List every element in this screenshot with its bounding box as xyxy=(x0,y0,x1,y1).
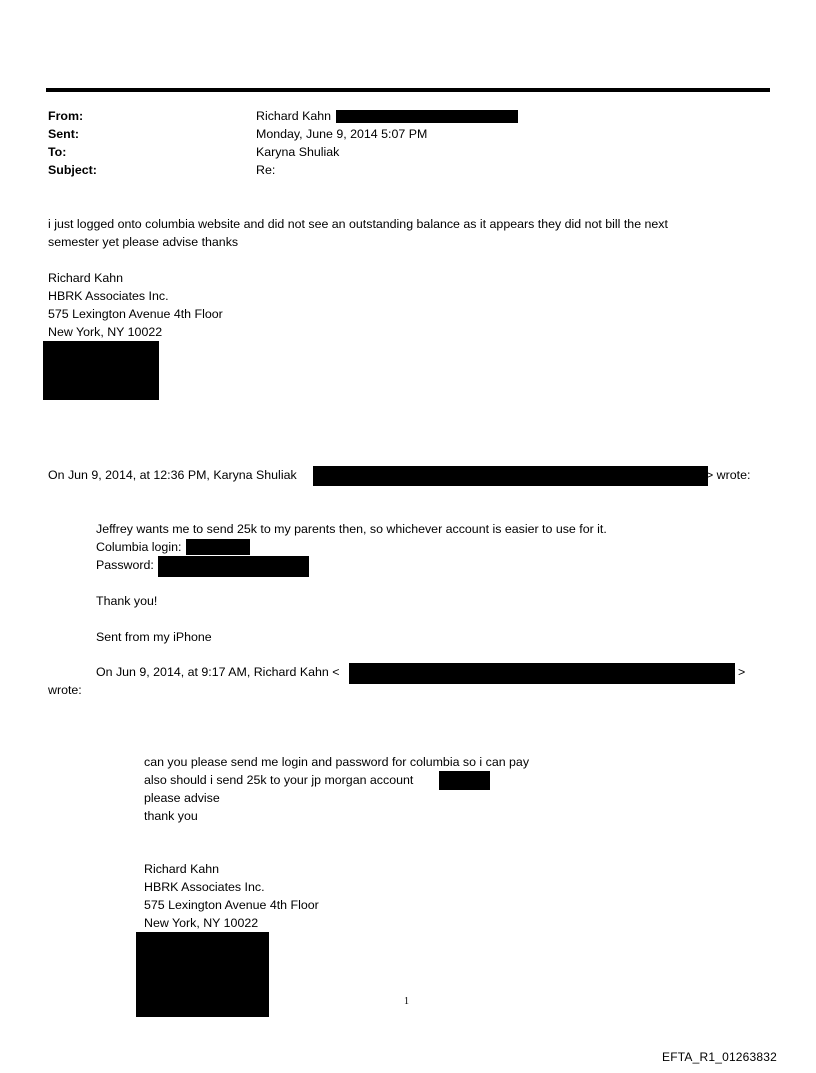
quote1-thanks: Thank you! xyxy=(96,594,158,608)
signature2-city: New York, NY 10022 xyxy=(144,916,259,930)
from-label: From: xyxy=(48,109,84,123)
quote2-line-1: can you please send me login and password for columbia so i can pay xyxy=(144,755,530,769)
password-label: Password: xyxy=(96,558,154,572)
quote2-intro: On Jun 9, 2014, at 9:17 AM, Richard Kahn < xyxy=(96,665,340,679)
redaction-login xyxy=(186,539,250,555)
redaction-account-number xyxy=(439,771,490,790)
redaction-signature2-block xyxy=(136,932,269,1017)
body-line-1: i just logged onto columbia website and did not see an outstanding balance as it appears they did not bill the next xyxy=(48,217,668,231)
sent-value: Monday, June 9, 2014 5:07 PM xyxy=(256,127,428,141)
signature-city: New York, NY 10022 xyxy=(48,325,163,339)
page-number: 1 xyxy=(404,996,409,1007)
redaction-signature-block xyxy=(43,341,159,400)
from-value: Richard Kahn xyxy=(256,109,332,123)
bates-number: EFTA_R1_01263832 xyxy=(662,1050,778,1064)
signature2-address: 575 Lexington Avenue 4th Floor xyxy=(144,898,319,912)
quote2-line-2: also should i send 25k to your jp morgan account xyxy=(144,773,414,787)
header-rule xyxy=(46,88,770,92)
redaction-karyna-email xyxy=(313,466,708,486)
signature2-name: Richard Kahn xyxy=(144,862,220,876)
sent-label: Sent: xyxy=(48,127,79,141)
redaction-kahn-email xyxy=(349,663,735,684)
to-label: To: xyxy=(48,145,67,159)
quote1-intro: On Jun 9, 2014, at 12:36 PM, Karyna Shuliak xyxy=(48,468,297,482)
to-value: Karyna Shuliak xyxy=(256,145,340,159)
quote1-wrote: > wrote: xyxy=(706,468,751,482)
signature-name: Richard Kahn xyxy=(48,271,124,285)
signature-company: HBRK Associates Inc. xyxy=(48,289,169,303)
signature-address: 575 Lexington Avenue 4th Floor xyxy=(48,307,223,321)
columbia-login-label: Columbia login: xyxy=(96,540,182,554)
quote2-intro-end: > xyxy=(738,665,746,679)
body-line-2: semester yet please advise thanks xyxy=(48,235,239,249)
quote1-line-1: Jeffrey wants me to send 25k to my parents then, so whichever account is easier to use for it. xyxy=(96,522,607,536)
redaction-password xyxy=(158,556,309,577)
quote2-wrote: wrote: xyxy=(48,683,82,697)
redaction-from-email xyxy=(336,110,518,123)
subject-value: Re: xyxy=(256,163,276,177)
quote1-sent-from: Sent from my iPhone xyxy=(96,630,212,644)
quote2-line-4: thank you xyxy=(144,809,198,823)
quote2-line-3: please advise xyxy=(144,791,220,805)
subject-label: Subject: xyxy=(48,163,97,177)
signature2-company: HBRK Associates Inc. xyxy=(144,880,265,894)
